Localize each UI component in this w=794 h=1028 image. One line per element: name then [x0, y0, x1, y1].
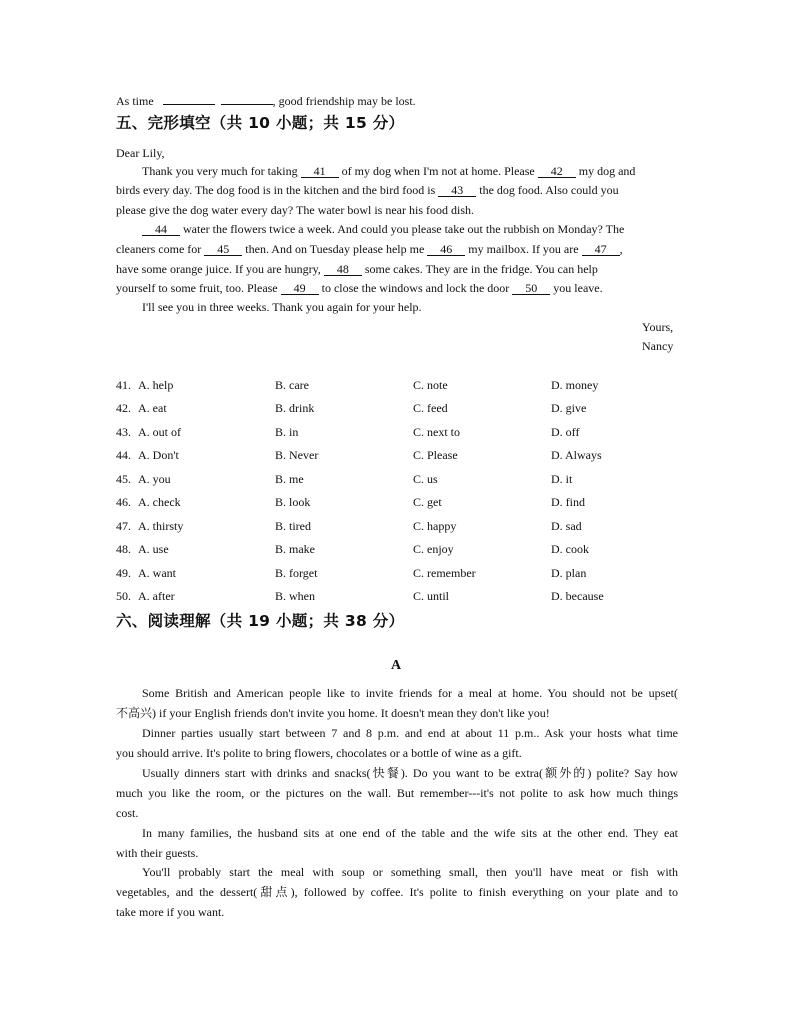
question-number: 48.	[116, 542, 131, 556]
section-heading-cloze: 五、完形填空（共 10 小题；共 15 分）	[116, 114, 405, 132]
text-run: Thank you very much for taking	[142, 164, 301, 178]
question-number: 42.	[116, 401, 131, 415]
text-run: then. And on Tuesday please help me	[242, 242, 428, 256]
prev-text-before: As time	[116, 94, 154, 108]
text-run: have some orange juice. If you are hungry,	[116, 262, 324, 276]
option-d[interactable]: D. cook	[551, 542, 589, 556]
option-c[interactable]: C. enjoy	[413, 542, 454, 556]
blank-49[interactable]: 49	[281, 282, 319, 295]
option-d[interactable]: D. money	[551, 378, 599, 392]
question-number: 46.	[116, 495, 131, 509]
option-b[interactable]: B. care	[275, 378, 309, 392]
option-a[interactable]: A. eat	[138, 401, 167, 415]
option-a[interactable]: A. thirsty	[138, 519, 184, 533]
letter-closing: Yours,	[642, 320, 674, 334]
prev-text-after: , good friendship may be lost.	[272, 94, 416, 108]
text-run: my mailbox. If you are	[465, 242, 582, 256]
option-c[interactable]: C. note	[413, 378, 448, 392]
option-a[interactable]: A. use	[138, 542, 169, 556]
letter-line	[116, 183, 619, 197]
text-run: the dog food. Also could you	[476, 183, 619, 197]
option-c[interactable]: C. feed	[413, 401, 448, 415]
option-d[interactable]: D. find	[551, 495, 585, 509]
text-run: you leave.	[550, 281, 603, 295]
option-b[interactable]: B. forget	[275, 566, 318, 580]
passage-title: A	[391, 658, 402, 673]
option-c[interactable]: C. get	[413, 495, 442, 509]
option-c[interactable]: C. next to	[413, 425, 460, 439]
question-number: 45.	[116, 472, 131, 486]
question-number: 49.	[116, 566, 131, 580]
blank-46[interactable]: 46	[427, 243, 465, 256]
option-c[interactable]: C. until	[413, 589, 450, 603]
option-a[interactable]: A. want	[138, 566, 176, 580]
section-heading-reading: 六、阅读理解（共 19 小题；共 38 分）	[116, 612, 405, 630]
letter-line	[116, 242, 623, 256]
blank-41[interactable]: 41	[301, 165, 339, 178]
option-a[interactable]: A. Don't	[138, 448, 179, 462]
option-d[interactable]: D. plan	[551, 566, 587, 580]
text-run: ,	[619, 242, 623, 256]
text-run: birds every day. The dog food is in the kitchen and the bird food is	[116, 183, 439, 197]
option-b[interactable]: B. in	[275, 425, 299, 439]
letter-line	[142, 164, 635, 178]
text-run: cleaners come for	[116, 242, 205, 256]
letter-line	[116, 262, 598, 276]
option-a[interactable]: A. after	[138, 589, 175, 603]
question-number: 47.	[116, 519, 131, 533]
option-d[interactable]: D. give	[551, 401, 587, 415]
blank-42[interactable]: 42	[538, 165, 576, 178]
blank-45[interactable]: 45	[204, 243, 242, 256]
answer-blank[interactable]	[221, 104, 273, 105]
option-b[interactable]: B. look	[275, 495, 311, 509]
passage-line: In many families, the husband sits at one end of the table and the wife sits at the other end. They eat	[142, 826, 678, 840]
text-run: yourself to some fruit, too. Please	[116, 281, 281, 295]
passage-line: Dinner parties usually start between 7 and 8 p.m. and end at about 11 p.m.. Ask your hosts what time	[142, 726, 678, 740]
letter-line: please give the dog water every day? The water bowl is near his food dish.	[116, 203, 474, 217]
passage-line: You'll probably start the meal with soup or something small, then you'll have meat or fish with	[142, 865, 678, 879]
option-b[interactable]: B. Never	[275, 448, 319, 462]
option-d[interactable]: D. off	[551, 425, 580, 439]
passage-line: much you like the room, or the pictures on the wall. But remember---it's not polite to ask how much things	[116, 786, 678, 800]
question-number: 50.	[116, 589, 131, 603]
passage-line: Usually dinners start with drinks and snacks(快餐). Do you want to be extra(额外的) polite? Say how	[142, 766, 678, 780]
letter-line	[116, 281, 603, 295]
question-number: 44.	[116, 448, 131, 462]
option-b[interactable]: B. drink	[275, 401, 315, 415]
option-d[interactable]: D. sad	[551, 519, 582, 533]
passage-line: you should arrive. It's polite to bring flowers, chocolates or a bottle of wine as a gift.	[116, 746, 522, 760]
letter-line: I'll see you in three weeks. Thank you again for your help.	[142, 300, 422, 314]
blank-44[interactable]: 44	[142, 223, 180, 236]
blank-43[interactable]: 43	[438, 184, 476, 197]
text-run: water the flowers twice a week. And could you please take out the rubbish on Monday? The	[180, 222, 625, 236]
prev-question-line	[116, 94, 416, 108]
text-run: of my dog when I'm not at home. Please	[338, 164, 538, 178]
passage-line: take more if you want.	[116, 905, 225, 919]
text-run: some cakes. They are in the fridge. You can help	[361, 262, 598, 276]
letter-signature: Nancy	[642, 339, 674, 353]
option-b[interactable]: B. make	[275, 542, 315, 556]
option-a[interactable]: A. check	[138, 495, 181, 509]
option-a[interactable]: A. out of	[138, 425, 181, 439]
question-number: 43.	[116, 425, 131, 439]
option-d[interactable]: D. Always	[551, 448, 602, 462]
option-c[interactable]: C. happy	[413, 519, 457, 533]
letter-line	[142, 222, 624, 236]
text-run: to close the windows and lock the door	[318, 281, 513, 295]
passage-line: Some British and American people like to invite friends for a meal at home. You should not be upset(	[142, 686, 678, 700]
passage-line: with their guests.	[116, 846, 199, 860]
option-c[interactable]: C. Please	[413, 448, 458, 462]
option-c[interactable]: C. us	[413, 472, 438, 486]
passage-line: 不高兴) if your English friends don't invite you home. It doesn't mean they don't like you!	[116, 706, 550, 720]
option-a[interactable]: A. you	[138, 472, 171, 486]
text-run: my dog and	[575, 164, 636, 178]
option-c[interactable]: C. remember	[413, 566, 476, 580]
blank-47[interactable]: 47	[582, 243, 620, 256]
option-d[interactable]: D. it	[551, 472, 573, 486]
letter-salutation: Dear Lily,	[116, 146, 165, 160]
question-number: 41.	[116, 378, 131, 392]
passage-line: cost.	[116, 806, 139, 820]
option-d[interactable]: D. because	[551, 589, 604, 603]
option-a[interactable]: A. help	[138, 378, 174, 392]
blank-48[interactable]: 48	[324, 263, 362, 276]
passage-line: vegetables, and the dessert(甜点), followed by coffee. It's polite to finish everything on your plate and to	[116, 885, 678, 899]
option-b[interactable]: B. tired	[275, 519, 311, 533]
option-b[interactable]: B. me	[275, 472, 304, 486]
blank-50[interactable]: 50	[512, 282, 550, 295]
option-b[interactable]: B. when	[275, 589, 315, 603]
answer-blank[interactable]	[163, 104, 215, 105]
